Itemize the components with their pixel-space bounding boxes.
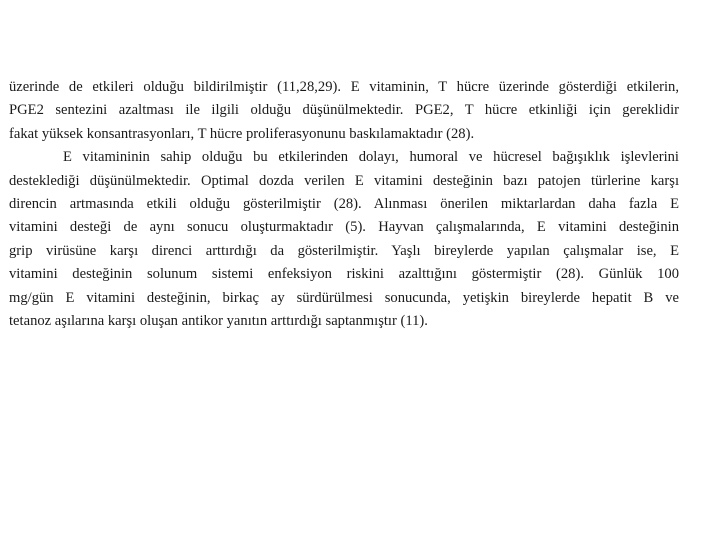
text-line: desteklediği düşünülmektedir. Optimal dozda verilen E vitamini desteğinin bazı patojen türlerine karşı [9,172,679,189]
text-line: tetanoz aşılarına karşı oluşan antikor yanıtın arttırdığı saptanmıştır (11). [9,312,428,329]
text-line: vitamini desteği de aynı sonucu oluşturmaktadır (5). Hayvan çalışmalarında, E vitamini desteğinin [9,219,679,236]
text-line: fakat yüksek konsantrasyonları, T hücre proliferasyonunu baskılamaktadır (28). [9,125,475,142]
text-line: direncin artmasında etkili olduğu gösterilmiştir (28). Alınması önerilen miktarlardan daha fazla E [9,195,679,212]
paragraph [9,146,679,333]
text-line: vitamini desteğinin solunum sistemi enfeksiyon riskini azalttığını göstermiştir (28). Günlük 100 [9,266,679,283]
text-line: E vitamininin sahip olduğu bu etkilerinden dolayı, humoral ve hücresel bağışıklık işlevlerini [63,149,679,166]
body-text [9,76,679,333]
paragraph [9,76,679,146]
text-line: mg/gün E vitamini desteğinin, birkaç ay sürdürülmesi sonucunda, yetişkin bireylerde hepatit B ve [9,289,679,306]
text-line: grip virüsüne karşı direnci arttırdığı da gösterilmiştir. Yaşlı bireylerde yapılan çalışmalar ise, E [9,242,679,259]
text-line: PGE2 sentezini azaltması ile ilgili olduğu düşünülmektedir. PGE2, T hücre etkinliği için gereklidir [9,102,679,119]
text-line: üzerinde de etkileri olduğu bildirilmiştir (11,28,29). E vitaminin, T hücre üzerinde gösterdiği etkilerin, [9,79,679,95]
